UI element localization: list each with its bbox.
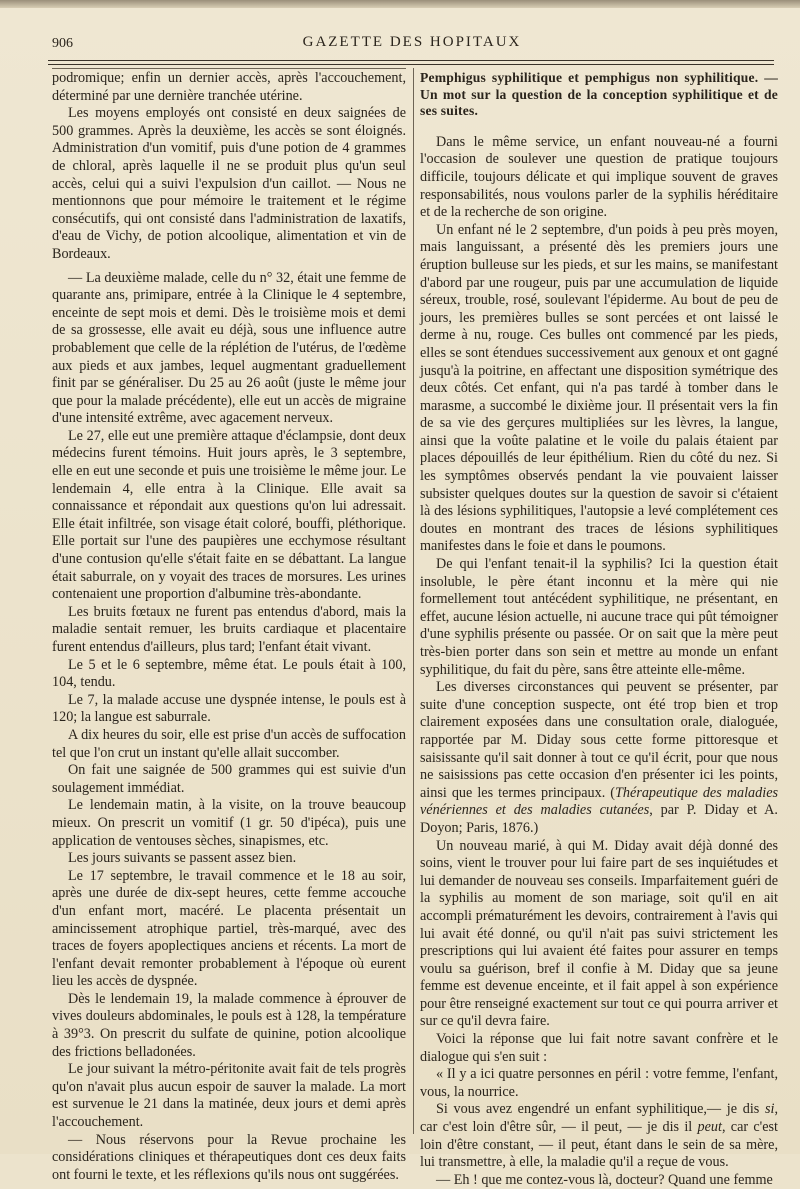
dialogue-text: Si vous avez engendré un enfant syphilitique,— je dis <box>436 1101 765 1118</box>
paragraph: — Nous réservons pour la Revue prochaine les considérations cliniques et thérapeutiques dont ces deux faits ont fourni le texte, et les réflexions qu'ils nous ont suggérées. <box>52 1131 406 1183</box>
section-title: Pemphigus syphilitique et pemphigus non syphilitique. — Un mot sur la question de la conception syphilitique et de ses suites. <box>420 70 778 119</box>
paragraph: Un enfant né le 2 septembre, d'un poids à peu près moyen, mais languissant, a présenté dès les premiers jours une éruption bulleuse sur les pieds, et sur les mains, se manifestant d'abord par une rougeur, puis par une accumulation de liquide séreux, trouble, rosé, soulevant l'épiderme. Au bout de peu de jours, les premières bulles se sont percées et ont laissé le derme à nu, rouge. Ces bulles ont commencé par les pieds, elles se sont étendues successivement aux genoux et ont gagné jusqu'à la poitrine, en affectant une disposition symétrique des deux côtés. Cet enfant, qui n'a pas tardé à tomber dans le marasme, a succombé le dixième jour. Il présentait vers la fin de sa vie des gerçures multipliées sur les lèvres, la langue, ainsi que la voûte palatine et le voile du palais étaient par places dépouillés de leur épithélium. Rien du côté du nez. Si les symptômes observés pendant la vie pouvaient laisser subsister quelques doutes sur la question de savoir si c'étaient là des lésions syphilitiques, l'autopsie a levé complétement ces doutes en montrant des traces de lésions syphilitiques manifestes dans le foie et dans le poumons. <box>420 221 778 555</box>
paragraph: Le 5 et le 6 septembre, même état. Le pouls était à 100, 104, tendu. <box>52 656 406 691</box>
left-column <box>52 70 406 1183</box>
citation-title: Thérapeutique des maladies vénériennes et des maladies cutanées <box>420 784 779 819</box>
paragraph: On fait une saignée de 500 grammes qui est suivie d'un soulagement immédiat. <box>52 762 406 796</box>
dialogue-text: , car c'est loin d'être sûr, — il peut, — je dis il <box>420 1101 778 1136</box>
dialogue-text: , car c'est loin d'être constant, — il peut, étant dans le sein de sa mère, lui transmettre, à elle, la maladie qu'il a reçue de vous. <box>420 1119 778 1171</box>
right-column <box>420 70 779 1188</box>
page-header <box>52 30 772 60</box>
paragraph: Dès le lendemain 19, la malade commence à éprouver de vives douleurs abdominales, le pouls est à 128, la température à 39°3. On prescrit du sulfate de quinine, potion alcoolique des frictions belladonées. <box>52 990 406 1060</box>
dialogue-paragraph <box>420 1101 778 1171</box>
paragraph: Un nouveau marié, à qui M. Diday avait déjà donné des soins, vient le trouver pour lui faire part de ses inquiétudes et lui demander de nouveau ses conseils. Imparfaitement guéri de la syphilis au moment de son mariage, soit qu'il en ait accompli prématurément les devoirs, contrairement à l'avis qui lui avait été donné, ou qu'il n'ait pas suivi strictement les prescriptions qui lui avaient été faites pour assurer en temps voulu sa guérison, bref il confie à M. Diday que sa jeune femme est devenue enceinte, et il fait appel à son expérience pour être renseigné exactement sur tout ce qui pourra arriver et sur ce qu'il devra faire. <box>420 837 778 1030</box>
paragraph: De qui l'enfant tenait-il la syphilis? Ici la question était insoluble, le père étant inconnu et la mère qui nie formellement tout antécédent syphilitique, ne présentant, en effet, aucune lésion actuelle, ni aucune trace qui pût témoigner d'une syphilis présente ou passée. Or on sait que la mère peut très-bien porter dans son sein et mettre au monde un enfant syphilitique, du fait du père, sans être atteinte elle-même. <box>420 556 778 678</box>
paragraph: Les jours suivants se passent assez bien. <box>68 850 297 867</box>
citation-suffix: , par P. Diday et A. Doyon; Paris, 1876.) <box>420 802 778 836</box>
page-top-edge <box>0 0 800 8</box>
header-rule <box>48 60 774 61</box>
left-column-top-rule <box>52 68 406 69</box>
citation-prefix: ( <box>610 784 616 801</box>
paragraph: — Eh ! que me contez-vous là, docteur? Quand une femme <box>436 1171 773 1188</box>
paragraph: Le 7, la malade accuse une dyspnée intense, le pouls est à 120; la langue est saburrale. <box>52 691 406 726</box>
paragraph: Le 27, elle eut une première attaque d'éclampsie, dont deux médecins furent témoins. Huit jours après, le 3 septembre, elle en eut une seconde et puis une troisième le même jour. Le lendemain 4, elle entra à la Clinique. Elle avait sa connaissance et répondait aux questions qu'on lui adressait. Elle était infiltrée, son visage était coloré, bouffi, pléthorique. Elle portait sur l'une des paupières une ecchymose résultant d'une contusion qu'elle s'était faite en se débattant. La langue était saburrale, on y voyait des traces de morsures. Les urines contenaient une proportion d'albumine très-abondante. <box>52 427 406 603</box>
running-title: GAZETTE DES HOPITAUX <box>302 34 522 50</box>
paragraph-with-citation <box>420 679 778 837</box>
paragraph: Le lendemain matin, à la visite, on la trouve beaucoup mieux. On prescrit un vomitif (1 gr. 50 d'ipéca), puis une application de ventouses sèches, sinapismes, etc. <box>52 797 406 849</box>
dialogue-emphasis: peut <box>697 1119 722 1136</box>
paragraph: Le 17 septembre, le travail commence et le 18 au soir, après une durée de dix-sept heures, cette femme accouche d'un enfant mort, macéré. Le placenta présentait un amincissement atrophique partiel, très-marqué, avec des traces de foyers apoplectiques anciens et récents. La mort de l'enfant devait remonter probablement à l'époque où eurent lieu les accès de dyspnée. <box>52 867 406 990</box>
paragraph: Voici la réponse que lui fait notre savant confrère et le dialogue qui s'en suit : <box>420 1031 778 1065</box>
paragraph: Dans le même service, un enfant nouveau-né a fourni l'occasion de soulever une question de pratique toujours difficile, toujours délicate et qui implique souvent de graves responsabilités, nous voulons parler de la syphilis héréditaire et de la recherche de son origine. <box>420 133 778 221</box>
paragraph: A dix heures du soir, elle est prise d'un accès de suffocation tel que l'on crut un instant qu'elle allait succomber. <box>52 726 406 761</box>
paragraph: Les moyens employés ont consisté en deux saignées de 500 grammes. Après la deuxième, les accès se sont éloignés. Administration d'un vomitif, puis d'une potion de 4 grammes de chloral, après laquelle il ne se produit plus qu'un seul accès, celui qui a suivi l'expulsion d'un caillot. — Nous ne mentionnons que pour mémoire le traitement et le régime consécutifs, qui ont consisté dans l'administration de laxatifs, d'eau de Vichy, de potion alcoolique, alimentation et vin de Bordeaux. <box>52 105 406 262</box>
dialogue-emphasis: si <box>764 1101 775 1118</box>
paragraph: — La deuxième malade, celle du n° 32, était une femme de quarante ans, primipare, entrée à la Clinique le 4 septembre, enceinte de sept mois et demi. Dès le troisième mois et demi de sa grossesse, elle avait eu déjà, sous une influence autre probablement que celle de la réplétion de l'utérus, de l'œdème aux pieds et aux jambes, lequel augmentant graduellement finit par se généraliser. Du 25 au 26 août (juste le même jour que pour la malade précédente), elle eut un accès de migraine d'une intensité extrême, avec agacement nerveux. <box>52 269 406 427</box>
paragraph: « Il y a ici quatre personnes en péril : votre femme, l'enfant, vous, la nourrice. <box>420 1066 778 1100</box>
page-number: 906 <box>52 36 73 51</box>
column-divider <box>413 68 414 1134</box>
paragraph: Les bruits fœtaux ne furent pas entendus d'abord, mais la maladie sentait remuer, les bruits cardiaque et placentaire furent entendus d'ailleurs, plus tard; l'enfant était vivant. <box>52 603 406 655</box>
paragraph: Le jour suivant la métro-péritonite avait fait de tels progrès qu'on n'avait plus aucun espoir de sauver la malade. La mort est survenue le 21 dans la matinée, deux jours et demi après l'accouchement. <box>52 1061 406 1131</box>
paragraph-text: Les diverses circonstances qui peuvent se présenter, par suite d'une conception suspecte, ont été trop bien et trop clairement exposées dans une consultation orale, dialoguée, rapportée par M. Diday sous cette forme pittoresque et saisissante qu'il sait donner à tout ce qu'il écrit, pour que nous ne saisissions pas cette occasion d'en présenter ici les points, ainsi que les termes principaux. <box>420 679 778 801</box>
paragraph: podromique; enfin un dernier accès, après l'accouchement, déterminé par une dernière tranchée utérine. <box>52 70 406 104</box>
header-rule-double <box>48 64 774 65</box>
